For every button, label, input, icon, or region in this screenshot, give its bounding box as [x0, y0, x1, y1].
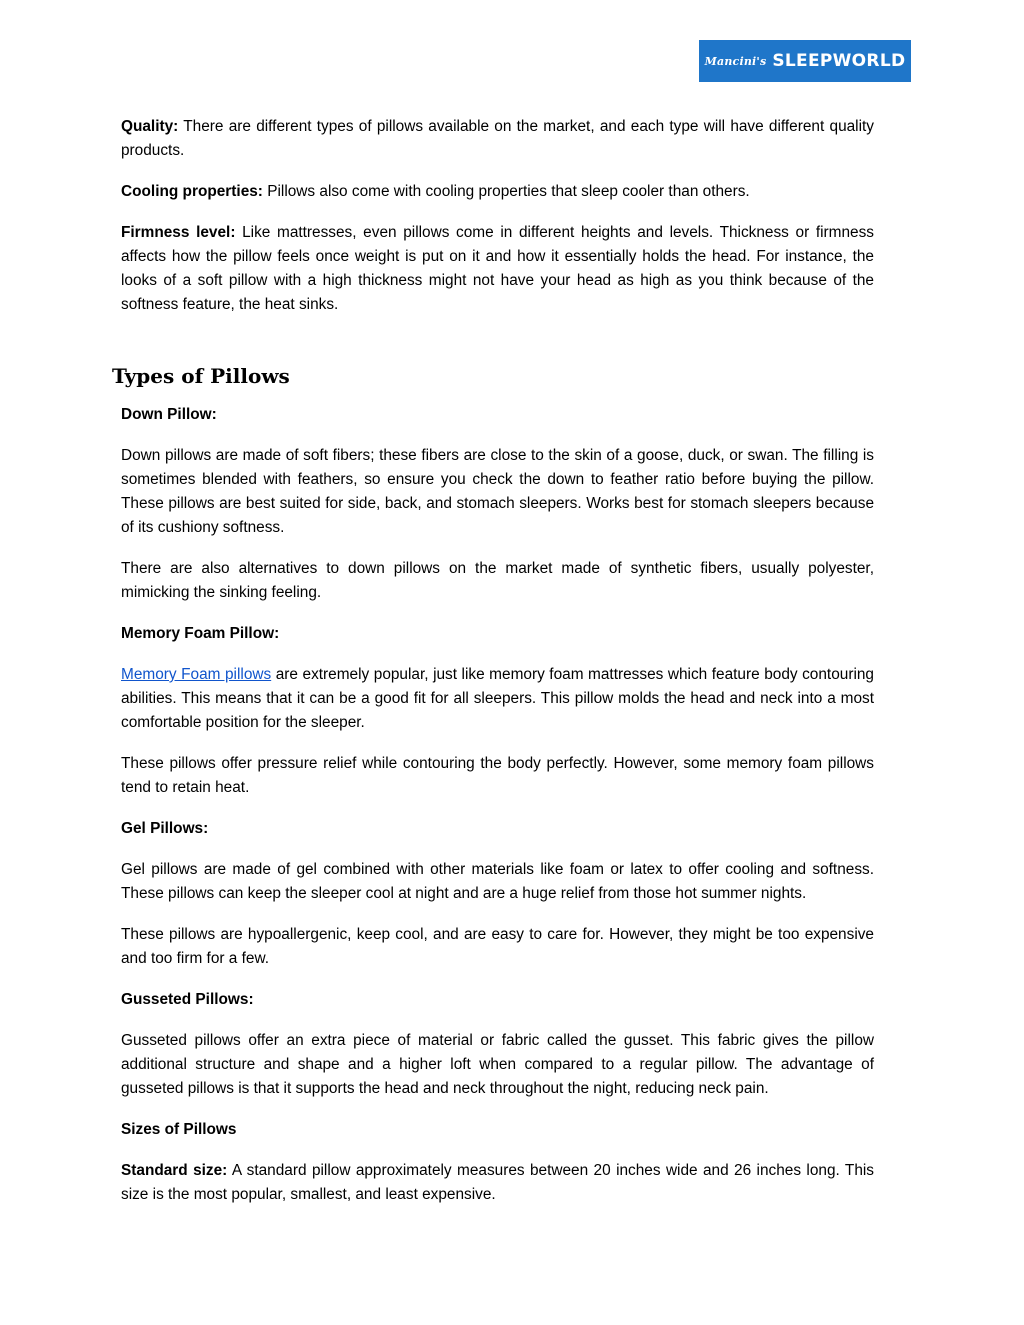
down-pillow-paragraph-2: There are also alternatives to down pillows on the market made of synthetic fibers, usually polyester, mimicking the sinking feeling.	[121, 560, 874, 601]
sizes-heading: Sizes of Pillows	[121, 1121, 237, 1138]
section-title: Types of Pillows	[112, 364, 290, 388]
memory-foam-paragraph-1	[121, 663, 874, 735]
standard-size-paragraph	[121, 1159, 874, 1207]
memory-foam-heading: Memory Foam Pillow:	[121, 625, 280, 642]
logo-word-text: SLEEPWORLD	[772, 51, 906, 71]
standard-size-label: Standard size:	[121, 1162, 228, 1179]
cooling-label: Cooling properties:	[121, 183, 263, 200]
gel-pillows-paragraph-1: Gel pillows are made of gel combined with other materials like foam or latex to offer cooling and softness. These pillows can keep the sleeper cool at night and are a huge relief from those hot summer nights.	[121, 861, 874, 902]
quality-paragraph	[121, 115, 874, 163]
firmness-label: Firmness level:	[121, 224, 236, 241]
quality-label: Quality:	[121, 118, 179, 135]
gusseted-pillows-paragraph: Gusseted pillows offer an extra piece of material or fabric called the gusset. This fabric gives the pillow additional structure and shape and a higher loft when compared to a regular pillow. The advantage of gusseted pillows is that it supports the head and neck throughout the night, reducing neck pain.	[121, 1032, 874, 1097]
memory-foam-link[interactable]: Memory Foam pillows	[121, 666, 272, 683]
standard-size-text: A standard pillow approximately measures between 20 inches wide and 26 inches long. This size is the most popular, smallest, and least expensive.	[121, 1162, 874, 1203]
document-body	[112, 115, 874, 1207]
cooling-text: Pillows also come with cooling properties that sleep cooler than others.	[262, 183, 750, 200]
firmness-paragraph	[121, 221, 874, 317]
firmness-text: Like mattresses, even pillows come in different heights and levels. Thickness or firmness affects how the pillow feels once weight is put on it and how it essentially holds the head. For instance, the looks of a soft pillow with a high thickness might not have your head as high as you think because of the softness feature, the heat sinks.	[121, 224, 874, 313]
down-pillow-heading: Down Pillow:	[121, 406, 217, 423]
quality-text: There are different types of pillows available on the market, and each type will have different quality products.	[121, 118, 874, 159]
logo-script-text: Mancini's	[704, 54, 767, 68]
gusseted-pillows-heading: Gusseted Pillows:	[121, 991, 254, 1008]
down-pillow-paragraph-1: Down pillows are made of soft fibers; these fibers are close to the skin of a goose, duck, or swan. The filling is sometimes blended with feathers, so ensure you check the down to feather ratio before buying the pillow. These pillows are best suited for side, back, and stomach sleepers. Works best for stomach sleepers because of its cushiony softness.	[121, 447, 874, 536]
sleepworld-logo	[699, 40, 911, 82]
gel-pillows-heading: Gel Pillows:	[121, 820, 209, 837]
memory-foam-paragraph-2: These pillows offer pressure relief while contouring the body perfectly. However, some memory foam pillows tend to retain heat.	[121, 755, 874, 796]
gel-pillows-paragraph-2: These pillows are hypoallergenic, keep cool, and are easy to care for. However, they might be too expensive and too firm for a few.	[121, 926, 874, 967]
cooling-paragraph	[121, 180, 874, 204]
memory-foam-paragraph-1-text: are extremely popular, just like memory foam mattresses which feature body contouring abilities. This means that it can be a good fit for all sleepers. This pillow molds the head and neck into a most comfortable position for the sleeper.	[121, 666, 874, 731]
